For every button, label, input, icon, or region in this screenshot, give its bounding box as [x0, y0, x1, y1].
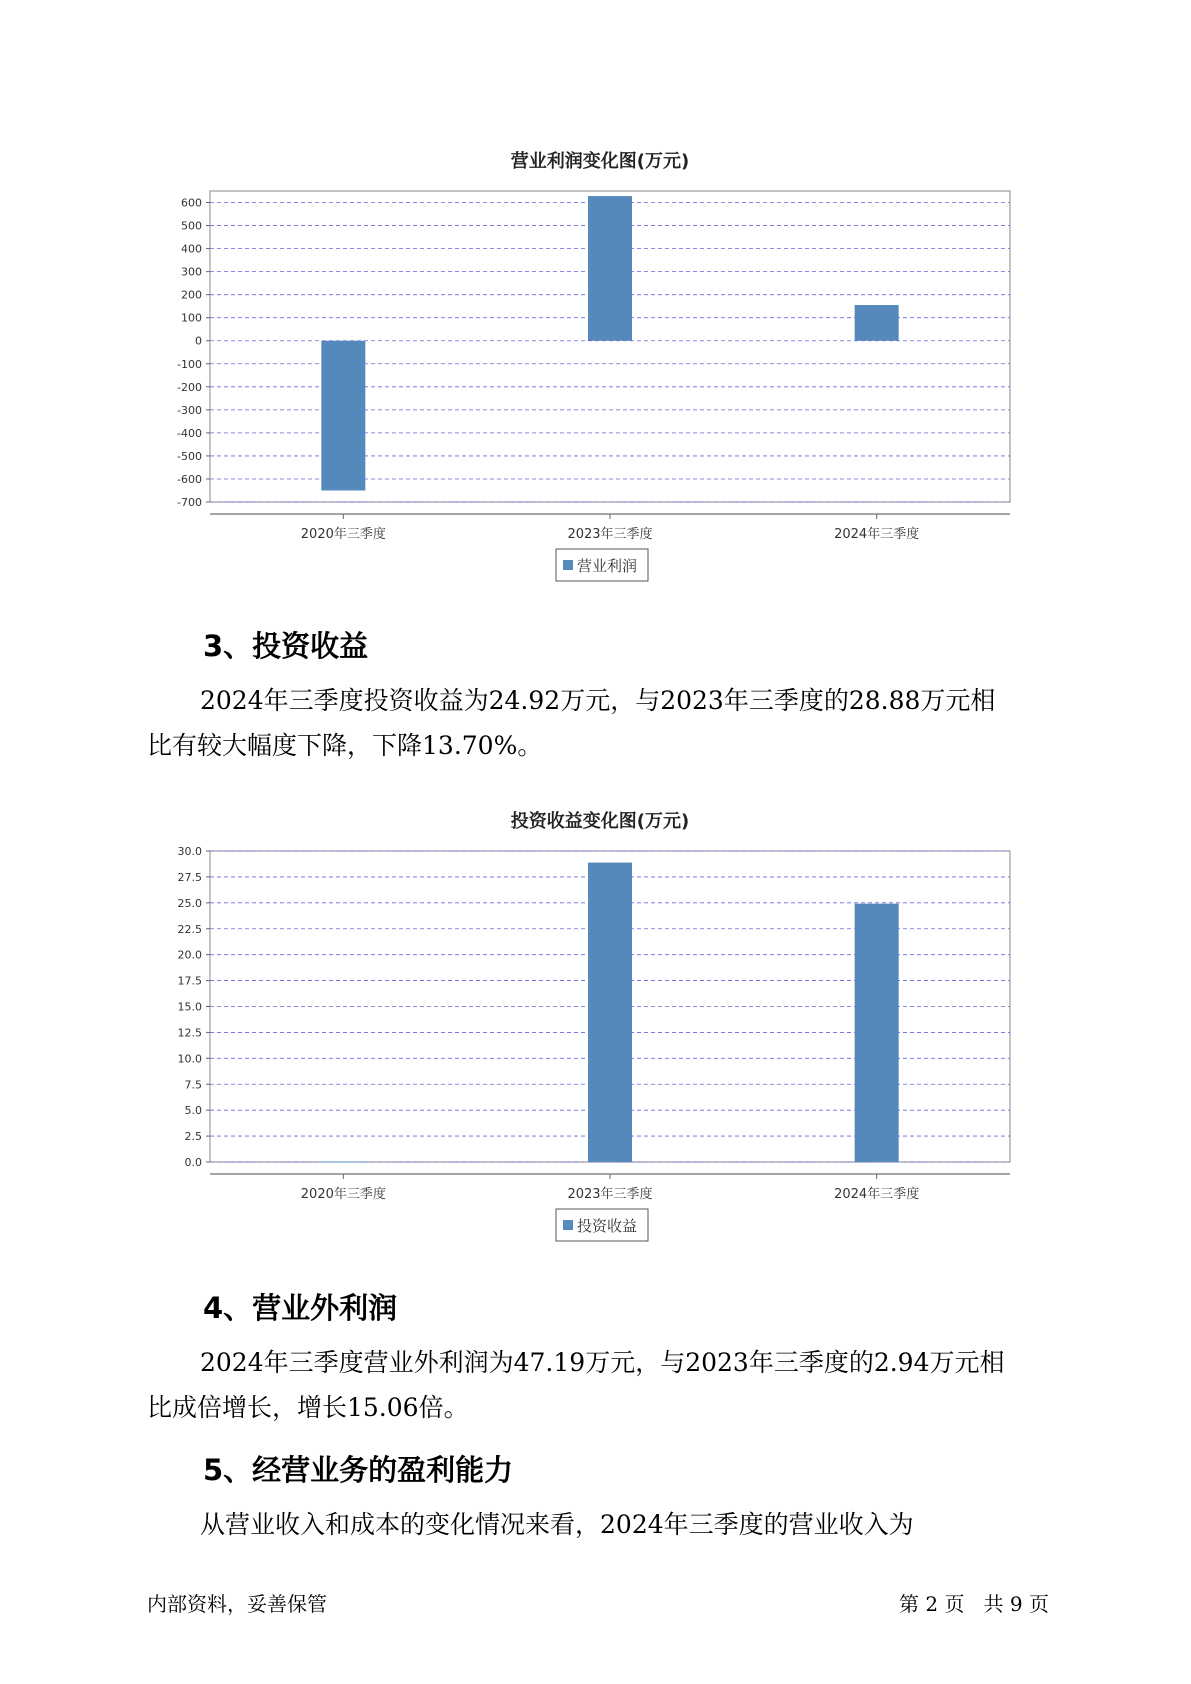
section-5-title: 5、经营业务的盈利能力	[203, 1453, 514, 1487]
chart0-bar-2	[855, 305, 899, 341]
chart0-x-tick-label-0: 2020年三季度	[300, 527, 386, 542]
chart0-legend-label: 营业利润	[577, 557, 638, 575]
section-5-line-1: 从营业收入和成本的变化情况来看，2024年三季度的营业收入为	[200, 1510, 914, 1539]
chart0-title: 营业利润变化图(万元)	[510, 151, 690, 172]
section-5-paragraph	[147, 1502, 1067, 1547]
chart0-y-tick-label: 600	[181, 196, 202, 210]
chart0-y-tick-label: -500	[177, 449, 202, 463]
chart1-y-tick-label: 12.5	[177, 1026, 202, 1040]
chart0-y-tick-label: 100	[181, 311, 202, 325]
chart1-y-tick-label: 30.0	[177, 845, 202, 858]
section-3-line-2: 比有较大幅度下降，下降13.70%。	[147, 731, 543, 760]
chart0-y-tick-label: 500	[181, 219, 202, 233]
footer-confidential-note: 内部资料，妥善保管	[147, 1592, 327, 1616]
chart0-y-tick-label: -300	[177, 403, 202, 417]
chart1-y-tick-label: 10.0	[177, 1052, 202, 1066]
operating-profit-chart	[0, 140, 1191, 590]
chart1-y-tick-label: 5.0	[184, 1104, 202, 1118]
chart1-title: 投资收益变化图(万元)	[510, 811, 690, 832]
chart0-x-tick-label-1: 2023年三季度	[567, 527, 653, 542]
section-4-title: 4、营业外利润	[203, 1291, 398, 1325]
chart0-legend-swatch	[563, 560, 573, 570]
section-3-line-1: 2024年三季度投资收益为24.92万元，与2023年三季度的28.88万元相	[200, 686, 996, 715]
chart1-y-tick-label: 27.5	[177, 870, 202, 884]
chart0-bar-0	[321, 341, 365, 491]
section-4-paragraph	[147, 1340, 1067, 1430]
investment-income-chart	[0, 800, 1191, 1250]
chart1-legend-label: 投资收益	[577, 1217, 638, 1235]
section-4-line-2: 比成倍增长，增长15.06倍。	[147, 1393, 469, 1422]
chart1-x-tick-label-0: 2020年三季度	[300, 1187, 386, 1202]
chart0-y-tick-label: -700	[177, 496, 202, 509]
footer-page-number: 第 2 页 共 9 页	[899, 1592, 1049, 1616]
operating-profit-chart-svg	[0, 140, 1191, 590]
section-4-line-1: 2024年三季度营业外利润为47.19万元，与2023年三季度的2.94万元相	[200, 1348, 1005, 1377]
chart0-x-tick-label-2: 2024年三季度	[834, 527, 920, 542]
chart1-y-tick-label: 7.5	[184, 1078, 202, 1092]
chart0-y-tick-label: -100	[177, 357, 202, 371]
chart0-bar-1	[588, 196, 632, 341]
chart1-x-tick-label-1: 2023年三季度	[567, 1187, 653, 1202]
chart1-y-tick-label: 0.0	[184, 1156, 202, 1169]
chart0-y-tick-label: 300	[181, 265, 202, 279]
chart0-y-tick-label: -600	[177, 472, 202, 486]
chart0-y-tick-label: 200	[181, 288, 202, 302]
investment-income-chart-svg	[0, 800, 1191, 1250]
chart1-bar-2	[855, 904, 899, 1162]
chart1-y-tick-label: 17.5	[177, 974, 202, 988]
chart0-y-tick-label: 0	[195, 334, 202, 348]
chart1-x-tick-label-2: 2024年三季度	[834, 1187, 920, 1202]
chart1-y-tick-label: 25.0	[177, 896, 202, 910]
chart1-y-tick-label: 22.5	[177, 922, 202, 936]
chart0-y-tick-label: -200	[177, 380, 202, 394]
chart1-legend-swatch	[563, 1220, 573, 1230]
chart0-y-tick-label: 400	[181, 242, 202, 256]
chart1-y-tick-label: 20.0	[177, 948, 202, 962]
chart0-y-tick-label: -400	[177, 426, 202, 440]
chart1-y-tick-label: 15.0	[177, 1000, 202, 1014]
section-3-title: 3、投资收益	[203, 629, 369, 663]
chart1-y-tick-label: 2.5	[184, 1130, 202, 1144]
chart1-bar-1	[588, 863, 632, 1162]
section-3-paragraph	[147, 678, 1067, 768]
